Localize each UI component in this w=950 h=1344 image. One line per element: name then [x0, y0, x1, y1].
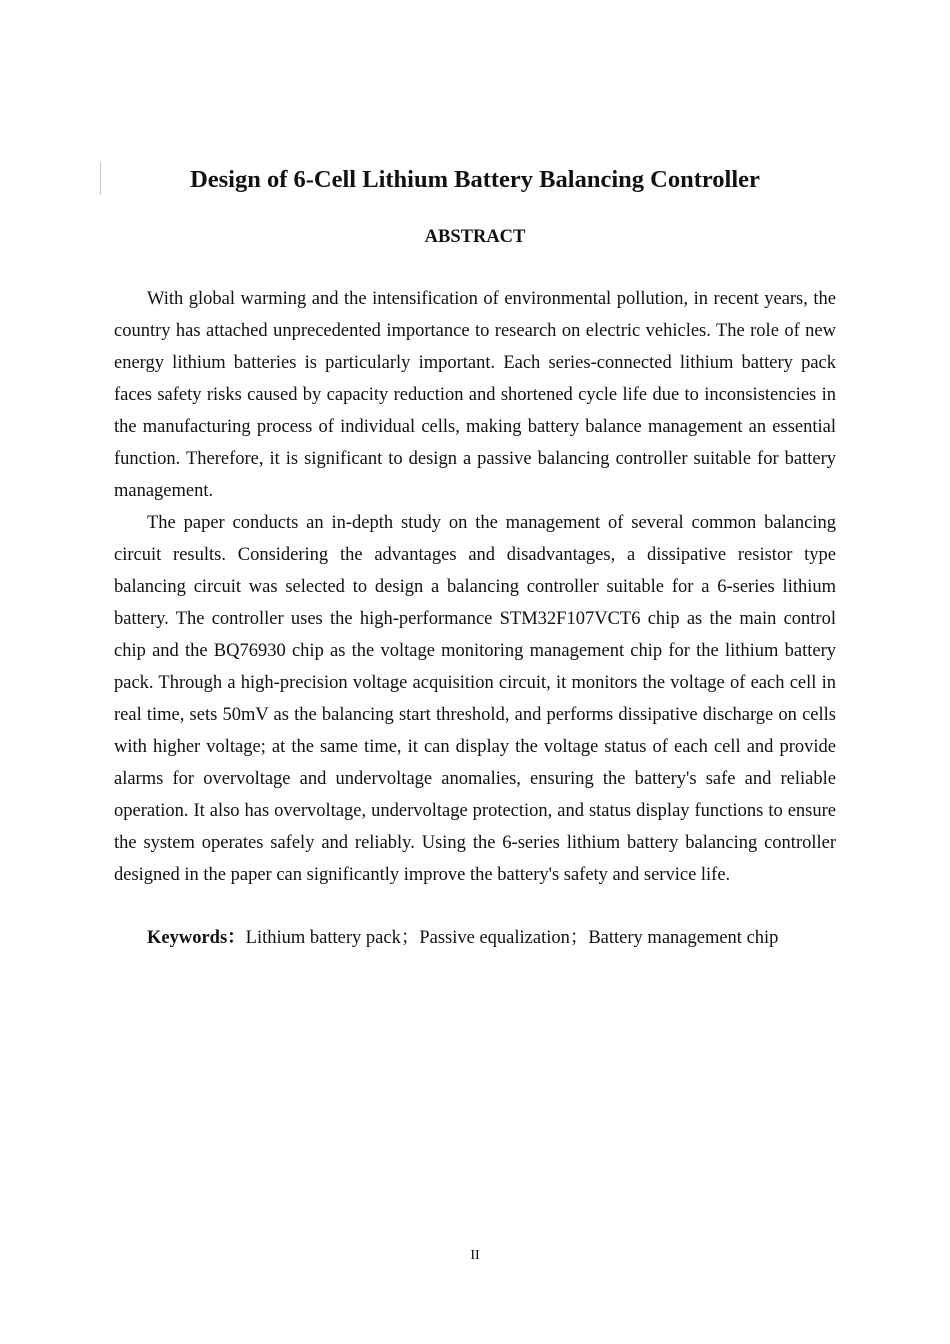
keywords-label: Keywords：: [147, 928, 246, 948]
abstract-paragraph-2: The paper conducts an in-depth study on the management of several common balancing circuit results. Considering the advantages and disadvantages, a dissipative resistor type balancing circuit was selected to design a balancing controller suitable for a 6-series lithium battery. The controller uses the high-performance STM32F107VCT6 chip as the main control chip and the BQ76930 chip as the voltage monitoring management chip for the lithium battery pack. Through a high-precision voltage acquisition circuit, it monitors the voltage of each cell in real time, sets 50mV as the balancing start threshold, and performs dissipative discharge on cells with higher voltage; at the same time, it can display the voltage status of each cell and provide alarms for overvoltage and undervoltage anomalies, ensuring the battery's safe and reliable operation. It also has overvoltage, undervoltage protection, and status display functions to ensure the system operates safely and reliably. Using the 6-series lithium battery balancing controller designed in the paper can significantly improve the battery's safety and service life.: [114, 513, 836, 885]
page-number: II: [470, 1248, 480, 1263]
abstract-body: [114, 283, 836, 891]
abstract-paragraph-1: With global warming and the intensification of environmental pollution, in recent years, the country has attached unprecedented importance to research on electric vehicles. The role of new energy lithium batteries is particularly important. Each series-connected lithium battery pack faces safety risks caused by capacity reduction and shortened cycle life due to inconsistencies in the manufacturing process of individual cells, making battery balance management an essential function. Therefore, it is significant to design a passive balancing controller suitable for battery management.: [114, 289, 836, 501]
abstract-heading: ABSTRACT: [424, 227, 526, 247]
keywords-line: [147, 922, 837, 954]
keywords-text: Lithium battery pack；Passive equalization；Battery management chip: [245, 928, 779, 948]
document-title: Design of 6-Cell Lithium Battery Balancing Controller: [190, 166, 760, 193]
